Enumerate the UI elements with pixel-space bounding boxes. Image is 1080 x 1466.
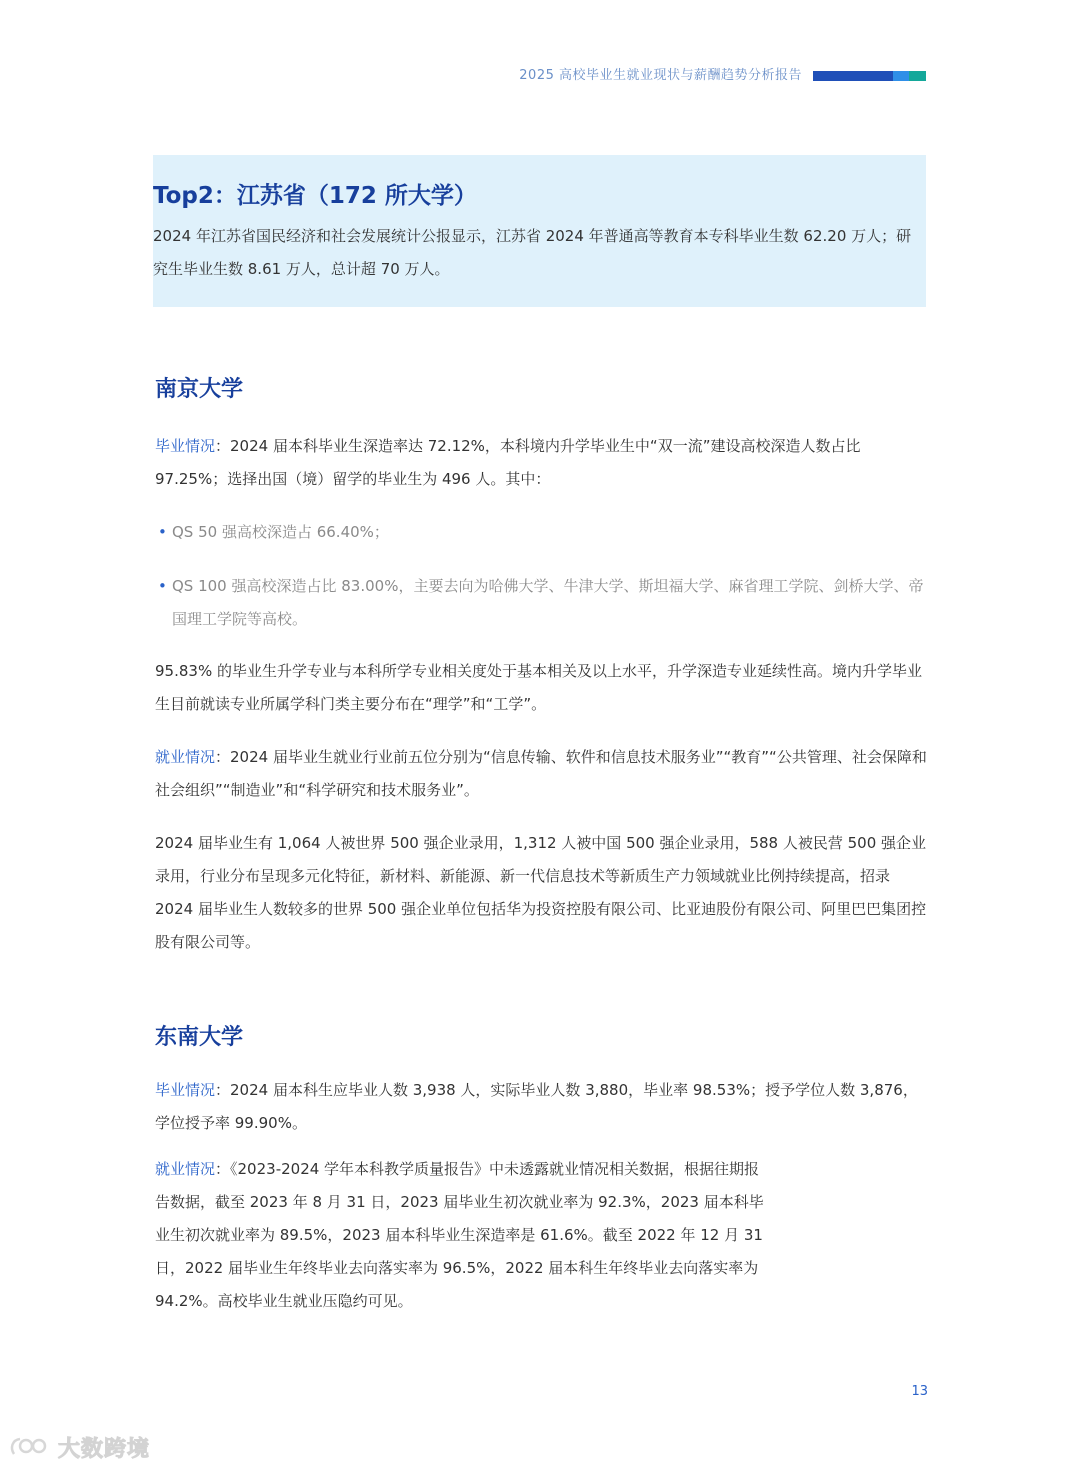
list-item	[158, 516, 928, 549]
employment-label: 就业情况	[155, 1160, 216, 1178]
header-accent-bar	[909, 71, 926, 81]
section-title-seu: 东南大学	[155, 1025, 244, 1050]
watermark-logo-icon	[8, 1434, 52, 1460]
page-number: 13	[911, 1384, 928, 1399]
header-accent-bar	[813, 71, 893, 81]
list-item-text: QS 100 强高校深造占比 83.00%，主要去向为哈佛大学、牛津大学、斯坦福大学、麻省理工学院、剑桥大学、帝国理工学院等高校。	[172, 577, 924, 628]
nju-graduation-paragraph	[155, 430, 930, 496]
nju-continuity-paragraph: 95.83% 的毕业生升学专业与本科所学专业相关度处于基本相关及以上水平，升学深造专业延续性高。境内升学毕业生目前就读专业所属学科门类主要分布在“理学”和“工学”。	[155, 662, 922, 713]
graduation-label: 毕业情况	[155, 437, 216, 455]
province-callout	[153, 155, 926, 307]
list-item	[158, 570, 928, 636]
graduation-text: ：2024 届本科生应毕业人数 3,938 人，实际毕业人数 3,880，毕业率 98.53%；授予学位人数 3,876，学位授予率 99.90%。	[155, 1081, 918, 1132]
bullet-dot-icon: •	[158, 577, 167, 595]
watermark	[8, 1430, 150, 1464]
header-accent-bar	[893, 71, 909, 81]
callout-title: Top2：江苏省（172 所大学）	[153, 183, 477, 209]
bullet-dot-icon: •	[158, 523, 167, 541]
employment-text: ：《2023-2024 学年本科教学质量报告》中未透露就业情况相关数据，根据往期报告数据，截至 2023 年 8 月 31 日，2023 届毕业生初次就业率为 92.3%，2023 届本科毕业生初次就业率为 89.5%，2023 届本科毕业生深造率是 61.6%。截至 2022 年 12 月 31 日，2022 届毕业生年终毕业去向落实率为 96.5%，2022 届本科生年终毕业去向落实率为 94.2%。高校毕业生就业压隐约可见。	[155, 1160, 764, 1310]
graduation-text: ：2024 届本科毕业生深造率达 72.12%，本科境内升学毕业生中“双一流”建设高校深造人数占比 97.25%；选择出国（境）留学的毕业生为 496 人。其中：	[155, 437, 861, 488]
graduation-label: 毕业情况	[155, 1081, 216, 1099]
seu-graduation-paragraph	[155, 1074, 930, 1140]
employment-text: ：2024 届毕业生就业行业前五位分别为“信息传输、软件和信息技术服务业”“教育”“公共管理、社会保障和社会组织”“制造业”和“科学研究和技术服务业”。	[155, 748, 927, 799]
list-item-text: QS 50 强高校深造占 66.40%；	[172, 523, 389, 541]
watermark-text: 大数跨境	[58, 1436, 151, 1462]
seu-employment-paragraph	[155, 1153, 770, 1318]
employment-label: 就业情况	[155, 748, 216, 766]
report-title: 2025 高校毕业生就业现状与薪酬趋势分析报告	[519, 68, 802, 83]
nju-employers-paragraph: 2024 届毕业生有 1,064 人被世界 500 强企业录用，1,312 人被中国 500 强企业录用，588 人被民营 500 强企业录用，行业分布呈现多元化特征，新材料、新能源、新一代信息技术等新质生产力领域就业比例持续提高，招录 2024 届毕业生人数较多的世界 500 强企业单位包括华为投资控股有限公司、比亚迪股份有限公司、阿里巴巴集团控股有限公司等。	[155, 834, 927, 951]
nju-employment-paragraph	[155, 741, 930, 807]
section-title-nju: 南京大学	[155, 377, 244, 402]
callout-body: 2024 年江苏省国民经济和社会发展统计公报显示，江苏省 2024 年普通高等教育本专科毕业生数 62.20 万人；研究生毕业生数 8.61 万人，总计超 70 万人。	[153, 227, 912, 278]
page-header	[0, 66, 1080, 86]
